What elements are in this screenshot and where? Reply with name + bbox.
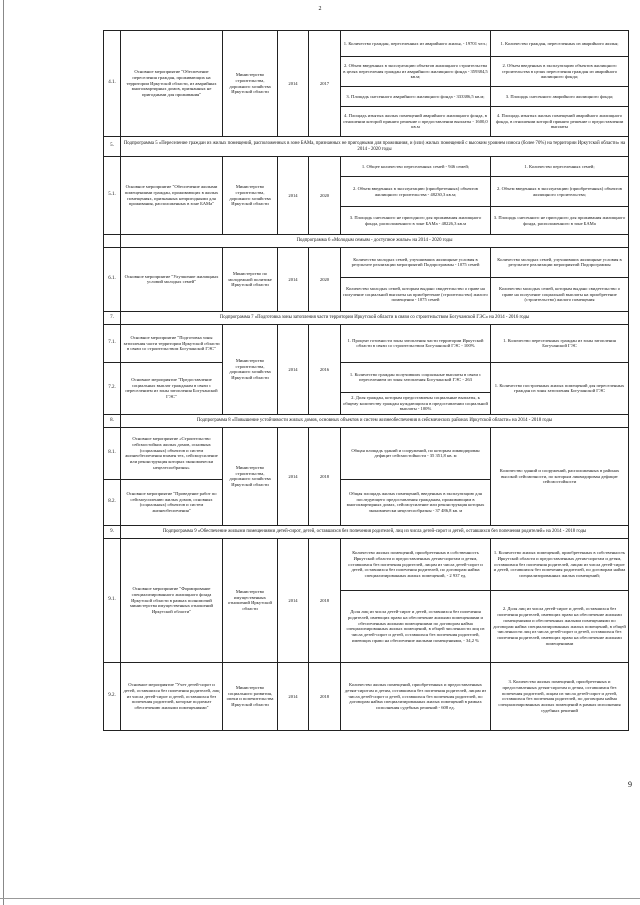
- start-year-cell: 2014: [278, 538, 309, 662]
- row-number: 4.1.: [104, 31, 121, 137]
- indicator-cell: Общая площадь жилых помещений, введенных в эксплуатацию для последующего предоставления гражданам, проживающим в многоквартирных домах, сейсмоусиление или реконструкция которых экономически нецелесообразны - 37 486,8 кв. м: [341, 479, 491, 525]
- result-cell: 1. Количество переселенных граждан из зоны затопления Богучанской ГЭС: [491, 324, 629, 362]
- measure-cell: Основное мероприятие "Обеспечение жилыми помещениями граждан, проживающих в жилых помещениях, признанных непригодными для проживания, расположенных в зоне БАМа": [121, 157, 223, 235]
- executor-cell: Министерство строительства, дорожного хозяйства Иркутской области: [223, 324, 278, 414]
- section-number: 8.: [104, 414, 121, 427]
- page-number: 2: [318, 6, 322, 12]
- measure-cell: Основное мероприятие "Проведение работ по сейсмоусилению жилых домов, основных (социальных) объектов и систем жизнеобеспечения": [121, 479, 223, 525]
- page-mark: 9: [628, 780, 632, 789]
- row-number: 6.1.: [104, 247, 121, 311]
- indicator-cell: 2. Объем введенных в эксплуатацию объектов жилищного строительства в целях переселения граждан из аварийного жилищного фонда - 359384,5 кв.м;: [341, 57, 491, 87]
- section-title: Подпрограмма 5 «Переселение граждан из жилых помещений, расположенных в зоне БАМа, признанных не пригодными для проживания, и (или) жилых помещений с высоким уровнем износа (более 70%) на территории Иркутской области» на 2014 - 2020 годы: [121, 137, 629, 157]
- indicator-cell: 1. Процент готовности зоны затопления части территории Иркутской области в связи со строительством Богучанской ГЭС - 100%: [341, 324, 491, 362]
- indicator-cell: 3. Площадь снесенного аварийного жилищного фонда - 333386,5 кв.м;: [341, 87, 491, 107]
- row-number: 8.1.: [104, 427, 121, 479]
- start-year-cell: 2014: [278, 427, 309, 525]
- start-year-cell: 2014: [278, 324, 309, 414]
- result-cell: 1. Количество построенных жилых помещений для переселенных граждан из зоны затопления Богучанской ГЭС: [491, 362, 629, 414]
- start-year-cell: 2014: [278, 31, 309, 137]
- row-number: 5.1.: [104, 157, 121, 235]
- result-cell: 3. Площадь снесенного не пригодного для проживания жилищного фонда, расположенного в зоне БАМа: [491, 207, 629, 235]
- measure-cell: Основное мероприятие "Учет детей-сирот и детей, оставшихся без попечения родителей, лиц из числа детей-сирот и детей, оставшихся без попечения родителей, которые подлежат обеспечению жилыми помещениями": [121, 662, 223, 730]
- indicator-cell: Доля лиц из числа детей-сирот и детей, оставшихся без попечения родителей, имеющих право на обеспечение жилыми помещениями и обеспеченных жилыми помещениями по договорам найма специализированных жилых помещений, в общей численности лиц из числа детей-сирот и детей, оставшихся без попечения родителей, имеющих право на обеспечение жилыми помещениями, - 34,2 %: [341, 590, 491, 662]
- indicator-cell: Количество молодых семей, которым выдано свидетельство о праве на получение социальной выплаты на приобретение (строительство) жилого помещения - 1075 семей: [341, 277, 491, 311]
- indicator-cell: Количество жилых помещений, приобретенных и предоставленных детям-сиротам и детям, оставшимся без попечения родителей, лицам из числа детей-сирот и детей, оставшихся без попечения родителей, по договорам найма специализированных жилых помещений в рамках исполнения судебных решений - 608 ед.: [341, 662, 491, 730]
- indicator-cell: Количество жилых помещений, приобретенных в собственность Иркутской области и предоставленных детям-сиротам и детям, оставшимся без попечения родителей, лицам из числа детей-сирот и детей, оставшихся без попечения родителей, по договорам найма специализированных жилых помещений, - 2 937 ед.: [341, 538, 491, 590]
- indicator-cell: Количество молодых семей, улучшивших жилищные условия в результате реализации мероприятий Подпрограммы - 1075 семей: [341, 247, 491, 277]
- start-year-cell: 2014: [278, 662, 309, 730]
- executor-cell: Министерство социального развития, опеки и попечительства Иркутской области: [223, 662, 278, 730]
- row-number: 9.1.: [104, 538, 121, 662]
- indicator-cell: 1. Общее количество переселенных семей - 946 семей;: [341, 157, 491, 177]
- measure-cell: Основное мероприятие "Обеспечение переселения граждан, проживающих на территории Иркутской области, из аварийных многоквартирных домов, признанных не пригодными для проживания": [121, 31, 223, 137]
- start-year-cell: 2014: [278, 247, 309, 311]
- section-title: Подпрограмма 7 «Подготовка зоны затопления части территории Иркутской области в связи со строительством Богучанской ГЭС» на 2014 - 2016 годы: [121, 311, 629, 324]
- measure-cell: Основное мероприятие "Формирование специализированного жилищного фонда Иркутской области в рамках полномочий министерства имущественных отношений Иркутской области": [121, 538, 223, 662]
- result-cell: Количество зданий и сооружений, расположенных в районах высокой сейсмичности, по которым ликвидирован дефицит сейсмостойкости: [491, 427, 629, 525]
- section-number: 9.: [104, 525, 121, 538]
- end-year-cell: 2016: [309, 324, 341, 414]
- executor-cell: Министерство строительства, дорожного хозяйства Иркутской области: [223, 427, 278, 525]
- row-number: 7.1.: [104, 324, 121, 362]
- end-year-cell: 2020: [309, 247, 341, 311]
- executor-cell: Министерство строительства, дорожного хозяйства Иркутской области: [223, 31, 278, 137]
- indicator-cell: 1. Количество граждан получивших социальные выплаты в связи с переселением из зоны затопления Богучанской ГЭС - 263: [341, 362, 491, 392]
- section-title: Подпрограмма 9 «Обеспечение жилыми помещениями детей-сирот, детей, оставшихся без попечения родителей, лиц из числа детей-сирот и детей, оставшихся без попечения родителей» на 2014 - 2018 годы: [121, 525, 629, 538]
- end-year-cell: 2020: [309, 157, 341, 235]
- section-number: 5.: [104, 137, 121, 157]
- section-title: Подпрограмма 8 «Повышение устойчивости жилых домов, основных объектов и систем жизнеобеспечения в сейсмических районах Иркутской области» на 2014 - 2018 годы: [121, 414, 629, 427]
- result-cell: Количество молодых семей, улучшивших жилищные условия в результате реализации мероприятий Подпрограммы: [491, 247, 629, 277]
- result-cell: 3. Площадь снесенного аварийного жилищного фонда;: [491, 87, 629, 107]
- indicator-cell: 1. Количество граждан, переселенных из аварийного жилья, - 19701 чел.;: [341, 31, 491, 57]
- result-cell: 1. Количество переселенных семей;: [491, 157, 629, 177]
- scan-bottom-line: [0, 898, 640, 899]
- measure-cell: Основное мероприятие "Улучшение жилищных условий молодых семей": [121, 247, 223, 311]
- result-cell: 2. Объем введенных в эксплуатацию объектов жилищного строительства в целях переселения граждан из аварийного жилищного фонда;: [491, 57, 629, 87]
- end-year-cell: 2018: [309, 427, 341, 525]
- measure-cell: Основное мероприятие "Подготовка зоны затопления части территории Иркутской области в связи со строительством Богучанской ГЭС": [121, 324, 223, 362]
- row-number: 9.2.: [104, 662, 121, 730]
- program-table: [103, 30, 629, 731]
- start-year-cell: 2014: [278, 157, 309, 235]
- result-cell: 2. Объем введенных в эксплуатацию (приобретенных) объектов жилищного строительства;: [491, 177, 629, 207]
- scan-edge-line: [3, 0, 4, 905]
- measure-cell: Основное мероприятие «Строительство сейсмостойких жилых домов, основных (социальных) объектов и систем жизнеобеспечения взамен тех, сейсмоусиление или реконструкция которых экономически нецелесообразны»: [121, 427, 223, 479]
- indicator-cell: 2. Доля граждан, которым предоставлены социальные выплаты, к общему количеству граждан нуждающихся в предоставлении социальной выплаты - 100%: [341, 392, 491, 414]
- indicator-cell: 4. Площадь изъятых жилых помещений аварийного жилищного фонда, в отношении которой принято решение о предоставлении выплаты - 1600,0 кв.м: [341, 107, 491, 137]
- indicator-cell: 3. Площадь снесенного не пригодного для проживания жилищного фонда, расположенного в зоне БАМа - 48226,3 кв.м: [341, 207, 491, 235]
- executor-cell: Министерство имущественных отношений Иркутской области: [223, 538, 278, 662]
- result-cell: 2. Доля лиц из числа детей-сирот и детей, оставшихся без попечения родителей, имеющих право на обеспечение жилыми помещениями и обеспеченных жилыми помещениями по договорам найма специализированных жилых помещений, в общей численности лиц из числа детей-сирот и детей, оставшихся без попечения родителей, имеющих право на обеспечение жилыми помещениями: [491, 590, 629, 662]
- end-year-cell: 2018: [309, 662, 341, 730]
- executor-cell: Министерство по молодежной политике Иркутской области: [223, 247, 278, 311]
- result-cell: 3. Количество жилых помещений, приобретенных и предоставленных детям-сиротам и детям, оставшимся без попечения родителей, лицам из числа детей-сирот и детей, оставшихся без попечения родителей, по договорам найма специализированных жилых помещений в рамках исполнения судебных решений: [491, 662, 629, 730]
- row-number: 7.2.: [104, 362, 121, 414]
- end-year-cell: 2018: [309, 538, 341, 662]
- result-cell: 1. Количество граждан, переселенных из аварийного жилья;: [491, 31, 629, 57]
- indicator-cell: Общая площадь зданий и сооружений, по которым ликвидирован дефицит сейсмостойкости - 35 351,8 кв. м: [341, 427, 491, 479]
- end-year-cell: 2017: [309, 31, 341, 137]
- executor-cell: Министерство строительства, дорожного хозяйства Иркутской области: [223, 157, 278, 235]
- indicator-cell: 2. Объем введенных в эксплуатацию (приобретенных) объектов жилищного строительства - 48230,3 кв.м;: [341, 177, 491, 207]
- measure-cell: Основное мероприятие "Предоставление социальных выплат гражданам в связи с переселением из зоны затопления Богучанской ГЭС": [121, 362, 223, 414]
- section-title: Подпрограмма 6 «Молодым семьям - доступное жилье» на 2014 - 2020 годы: [121, 235, 629, 248]
- result-cell: Количество молодых семей, которым выдано свидетельство о праве на получение социальной выплаты на приобретение (строительство) жилого помещения: [491, 277, 629, 311]
- section-number: 7.: [104, 311, 121, 324]
- result-cell: 4. Площадь изъятых жилых помещений аварийного жилищного фонда, в отношении которой принято решение о предоставлении выплаты: [491, 107, 629, 137]
- row-number: 8.2.: [104, 479, 121, 525]
- result-cell: 1. Количество жилых помещений, приобретенных в собственность Иркутской области и предоставленных детям-сиротам и детям, оставшимся без попечения родителей, лицам из числа детей-сирот и детей, оставшихся без попечения родителей, по договорам найма специализированных жилых помещений;: [491, 538, 629, 590]
